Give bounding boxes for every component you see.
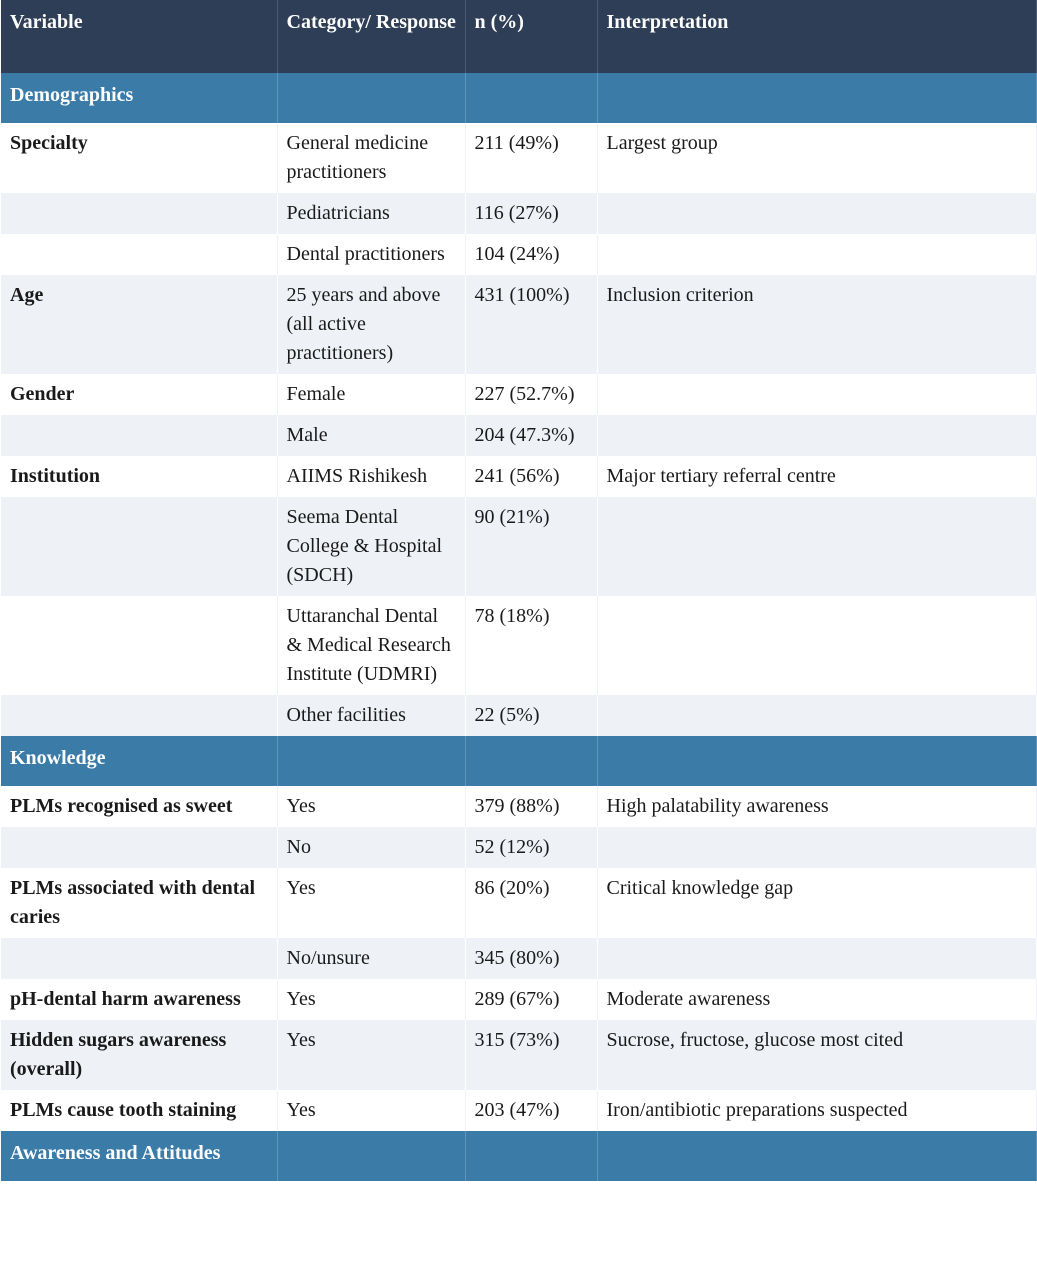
column-header-interpretation: Interpretation [597, 0, 1036, 73]
cell-interpretation: Major tertiary referral centre [597, 456, 1036, 497]
cell-interpretation: High palatability awareness [597, 786, 1036, 827]
cell-n-percent: 52 (12%) [465, 827, 597, 868]
section-empty-cell [597, 736, 1036, 786]
cell-n-percent: 227 (52.7%) [465, 374, 597, 415]
cell-n-percent: 22 (5%) [465, 695, 597, 736]
table-row [1, 938, 1036, 979]
cell-n-percent: 289 (67%) [465, 979, 597, 1020]
cell-interpretation [597, 497, 1036, 596]
cell-category: Yes [277, 868, 465, 938]
table-row [1, 827, 1036, 868]
cell-category: Pediatricians [277, 193, 465, 234]
cell-interpretation [597, 234, 1036, 275]
cell-variable [1, 497, 277, 596]
cell-n-percent: 315 (73%) [465, 1020, 597, 1090]
cell-interpretation: Largest group [597, 123, 1036, 193]
cell-n-percent: 379 (88%) [465, 786, 597, 827]
cell-category: No [277, 827, 465, 868]
table-row [1, 374, 1036, 415]
section-empty-cell [277, 73, 465, 123]
cell-variable [1, 415, 277, 456]
cell-interpretation [597, 193, 1036, 234]
section-empty-cell [597, 73, 1036, 123]
cell-category: Yes [277, 979, 465, 1020]
table-row [1, 1020, 1036, 1090]
cell-variable: Hidden sugars awareness (overall) [1, 1020, 277, 1090]
cell-category: Seema Dental College & Hospital (SDCH) [277, 497, 465, 596]
section-empty-cell [465, 736, 597, 786]
section-empty-cell [277, 736, 465, 786]
cell-interpretation [597, 827, 1036, 868]
cell-category: Yes [277, 1020, 465, 1090]
table-row [1, 193, 1036, 234]
table-row [1, 979, 1036, 1020]
cell-category: No/unsure [277, 938, 465, 979]
cell-variable [1, 695, 277, 736]
cell-variable [1, 938, 277, 979]
cell-variable: Age [1, 275, 277, 374]
cell-category: Male [277, 415, 465, 456]
cell-n-percent: 104 (24%) [465, 234, 597, 275]
column-header-category: Category/ Response [277, 0, 465, 73]
cell-variable: PLMs recognised as sweet [1, 786, 277, 827]
cell-interpretation [597, 596, 1036, 695]
cell-variable: Gender [1, 374, 277, 415]
table-row [1, 1090, 1036, 1131]
section-header-row [1, 736, 1036, 786]
cell-n-percent: 204 (47.3%) [465, 415, 597, 456]
cell-variable [1, 827, 277, 868]
column-header-n-percent: n (%) [465, 0, 597, 73]
cell-variable: pH-dental harm awareness [1, 979, 277, 1020]
cell-category: 25 years and above (all active practitioners) [277, 275, 465, 374]
cell-interpretation: Iron/antibiotic preparations suspected [597, 1090, 1036, 1131]
table-row [1, 868, 1036, 938]
cell-n-percent: 203 (47%) [465, 1090, 597, 1131]
table-row [1, 234, 1036, 275]
cell-category: Uttaranchal Dental & Medical Research Institute (UDMRI) [277, 596, 465, 695]
table-row [1, 415, 1036, 456]
cell-interpretation [597, 415, 1036, 456]
cell-n-percent: 431 (100%) [465, 275, 597, 374]
cell-variable: PLMs associated with dental caries [1, 868, 277, 938]
cell-variable [1, 596, 277, 695]
table-row [1, 275, 1036, 374]
cell-n-percent: 116 (27%) [465, 193, 597, 234]
cell-variable: PLMs cause tooth staining [1, 1090, 277, 1131]
section-header-row [1, 1131, 1036, 1181]
cell-n-percent: 241 (56%) [465, 456, 597, 497]
table-row [1, 456, 1036, 497]
cell-variable [1, 193, 277, 234]
cell-category: Yes [277, 786, 465, 827]
cell-interpretation: Moderate awareness [597, 979, 1036, 1020]
section-empty-cell [465, 1131, 597, 1181]
cell-category: AIIMS Rishikesh [277, 456, 465, 497]
cell-category: Dental practitioners [277, 234, 465, 275]
cell-variable [1, 234, 277, 275]
cell-interpretation [597, 938, 1036, 979]
section-label: Demographics [1, 73, 277, 123]
section-empty-cell [277, 1131, 465, 1181]
section-header-row [1, 73, 1036, 123]
cell-variable: Specialty [1, 123, 277, 193]
cell-variable: Institution [1, 456, 277, 497]
cell-interpretation: Critical knowledge gap [597, 868, 1036, 938]
table-header-row [1, 0, 1036, 73]
cell-n-percent: 78 (18%) [465, 596, 597, 695]
cell-interpretation [597, 695, 1036, 736]
table-row [1, 123, 1036, 193]
table-row [1, 497, 1036, 596]
results-table [1, 0, 1037, 1181]
section-label: Knowledge [1, 736, 277, 786]
cell-category: Other facilities [277, 695, 465, 736]
section-empty-cell [597, 1131, 1036, 1181]
table-body [1, 73, 1036, 1181]
cell-category: Female [277, 374, 465, 415]
section-empty-cell [465, 73, 597, 123]
cell-interpretation [597, 374, 1036, 415]
cell-n-percent: 86 (20%) [465, 868, 597, 938]
cell-n-percent: 90 (21%) [465, 497, 597, 596]
table-row [1, 786, 1036, 827]
cell-interpretation: Sucrose, fructose, glucose most cited [597, 1020, 1036, 1090]
cell-n-percent: 211 (49%) [465, 123, 597, 193]
table-row [1, 596, 1036, 695]
cell-interpretation: Inclusion criterion [597, 275, 1036, 374]
cell-category: General medicine practitioners [277, 123, 465, 193]
cell-category: Yes [277, 1090, 465, 1131]
column-header-variable: Variable [1, 0, 277, 73]
table-row [1, 695, 1036, 736]
section-label: Awareness and Attitudes [1, 1131, 277, 1181]
cell-n-percent: 345 (80%) [465, 938, 597, 979]
